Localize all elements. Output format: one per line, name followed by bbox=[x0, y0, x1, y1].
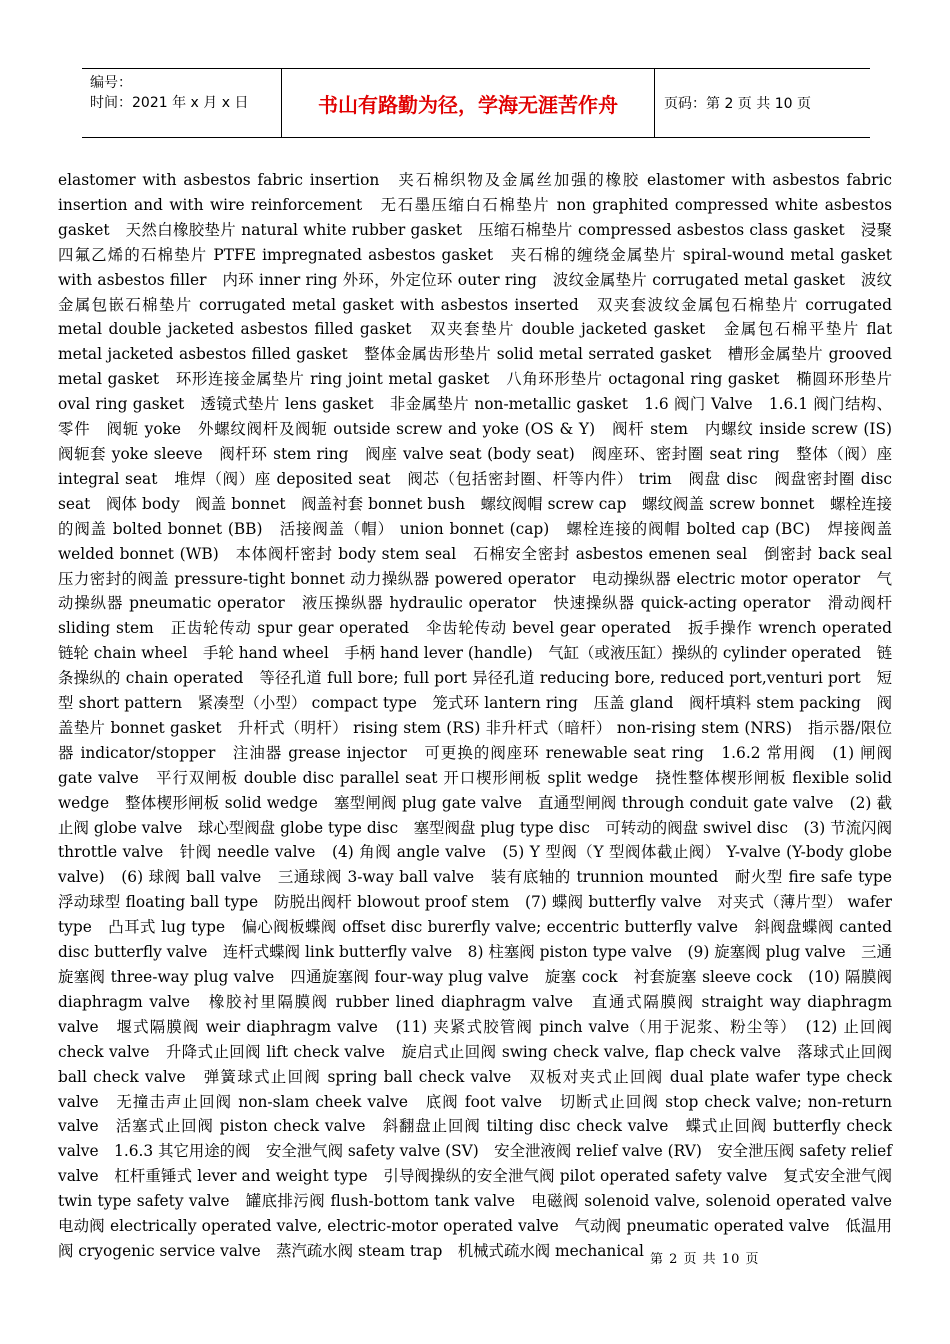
document-number-label: 编号： bbox=[90, 75, 132, 91]
header-meta bbox=[82, 69, 282, 137]
page-footer: 第 2 页 共 10 页 bbox=[650, 1252, 760, 1267]
document-date-label: 时间：2021 年 x 月 x 日 bbox=[90, 95, 249, 111]
header-page-number: 页码：第 2 页 共 10 页 bbox=[664, 96, 811, 112]
header-motto: 书山有路勤为径，学海无涯苦作舟 bbox=[282, 69, 655, 137]
glossary-body-text: elastomer with asbestos fabric insertion 夹石棉织物及金属丝加强的橡胶 elastomer with asbestos fabric insertion and with wire reinforcement 无石墨压缩白石棉垫片 non graphited compressed white asbestos gasket 天然白橡胶垫片 natural white rubber gasket 压缩石棉垫片 compressed asbestos class gasket 浸聚四氟乙烯的石棉垫片 PTFE impregnated asbestos gasket 夹石棉的缠绕金属垫片 spiral-wound metal gasket with asbestos filler 内环 inner ring 外环，外定位环 outer ring 波纹金属垫片 corrugated metal gasket 波纹金属包嵌石棉垫片 corrugated metal gasket with asbestos inserted 双夹套波纹金属包石棉垫片 corrugated metal double jacketed asbestos filled gasket 双夹套垫片 double jacketed gasket 金属包石棉平垫片 flat metal jacketed asbestos filled gasket 整体金属齿形垫片 solid metal serrated gasket 槽形金属垫片 grooved metal gasket 环形连接金属垫片 ring joint metal gasket 八角环形垫片 octagonal ring gasket 椭圆环形垫片 oval ring gasket 透镜式垫片 lens gasket 非金属垫片 non-metallic gasket 1.6 阀门 Valve 1.6.1 阀门结构、零件 阀轭 yoke 外螺纹阀杆及阀轭 outside screw and yoke (OS & Y) 阀杆 stem 内螺纹 inside screw (IS) 阀轭套 yoke sleeve 阀杆环 stem ring 阀座 valve seat (body seat) 阀座环、密封圈 seat ring 整体（阀）座 integral seat 堆焊（阀）座 deposited seat 阀芯（包括密封圈、杆等内件） trim 阀盘 disc 阀盘密封圈 disc seat 阀体 body 阀盖 bonnet 阀盖衬套 bonnet bush 螺纹阀帽 screw cap 螺纹阀盖 screw bonnet 螺栓连接的阀盖 bolted bonnet (BB) 活接阀盖（帽） union bonnet (cap) 螺栓连接的阀帽 bolted cap (BC) 焊接阀盖 welded bonnet (WB) 本体阀杆密封 body stem seal 石棉安全密封 asbestos emenen seal 倒密封 back seal 压力密封的阀盖 pressure-tight bonnet 动力操纵器 powered operator 电动操纵器 electric motor operator 气动操纵器 pneumatic operator 液压操纵器 hydraulic operator 快速操纵器 quick-acting operator 滑动阀杆 sliding stem 正齿轮传动 spur gear operated 伞齿轮传动 bevel gear operated 扳手操作 wrench operated 链轮 chain wheel 手轮 hand wheel 手柄 hand lever (handle) 气缸（或液压缸）操纵的 cylinder operated 链条操纵的 chain operated 等径孔道 full bore; full port 异径孔道 reducing bore, reduced port,venturi port 短型 short pattern 紧凑型（小型） compact type 笼式环 lantern ring 压盖 gland 阀杆填料 stem packing 阀盖垫片 bonnet gasket 升杆式（明杆） rising stem (RS) 非升杆式（暗杆） non-rising stem (NRS) 指示器/限位器 indicator/stopper 注油器 grease injector 可更换的阀座环 renewable seat ring 1.6.2 常用阀 (1) 闸阀 gate valve 平行双闸板 double disc parallel seat 开口楔形闸板 split wedge 挠性整体楔形闸板 flexible solid wedge 整体楔形闸板 solid wedge 塞型闸阀 plug gate valve 直通型闸阀 through conduit gate valve (2) 截止阀 globe valve 球心型阀盘 globe type disc 塞型阀盘 plug type disc 可转动的阀盘 swivel disc (3) 节流闪阀 throttle valve 针阀 needle valve (4) 角阀 angle valve (5) Y 型阀（Y 型阀体截止阀） Y-valve (Y-body globe valve) (6) 球阀 ball valve 三通球阀 3-way ball valve 装有底轴的 trunnion mounted 耐火型 fire safe type 浮动球型 floating ball type 防脱出阀杆 blowout proof stem (7) 蝶阀 butterfly valve 对夹式（薄片型） wafer type 凸耳式 lug type 偏心阀板蝶阀 offset disc burerfly valve; eccentric butterfly valve 斜阀盘蝶阀 canted disc butterfly valve 连杆式蝶阀 link butterfly valve 8) 柱塞阀 piston type valve (9) 旋塞阀 plug valve 三通旋塞阀 three-way plug valve 四通旋塞阀 four-way plug valve 旋塞 cock 衬套旋塞 sleeve cock (10) 隔膜阀 diaphragm valve 橡胶衬里隔膜阀 rubber lined diaphragm valve 直通式隔膜阀 straight way diaphragm valve 堰式隔膜阀 weir diaphragm valve (11) 夹紧式胶管阀 pinch valve（用于泥浆、粉尘等） (12) 止回阀 check valve 升降式止回阀 lift check valve 旋启式止回阀 swing check valve, flap check valve 落球式止回阀 ball check valve 弹簧球式止回阀 spring ball check valve 双板对夹式止回阀 dual plate wafer type check valve 无撞击声止回阀 non-slam cheek valve 底阀 foot valve 切断式止回阀 stop check valve; non-return valve 活塞式止回阀 piston check valve 斜翻盘止回阀 tilting disc check valve 蝶式止回阀 butterfly check valve 1.6.3 其它用途的阀 安全泄气阀 safety valve (SV) 安全泄液阀 relief valve (RV) 安全泄压阀 safety relief valve 杠杆重锤式 lever and weight type 引导阀操纵的安全泄气阀 pilot operated safety valve 复式安全泄气阀 twin type safety valve 罐底排污阀 flush-bottom tank valve 电磁阀 solenoid valve, solenoid operated valve 电动阀 electrically operated valve, electric-motor operated valve 气动阀 pneumatic operated valve 低温用阀 cryogenic service valve 蒸汽疏水阀 steam trap 机械式疏水阀 mechanical bbox=[58, 171, 908, 1260]
page-header bbox=[82, 68, 870, 138]
